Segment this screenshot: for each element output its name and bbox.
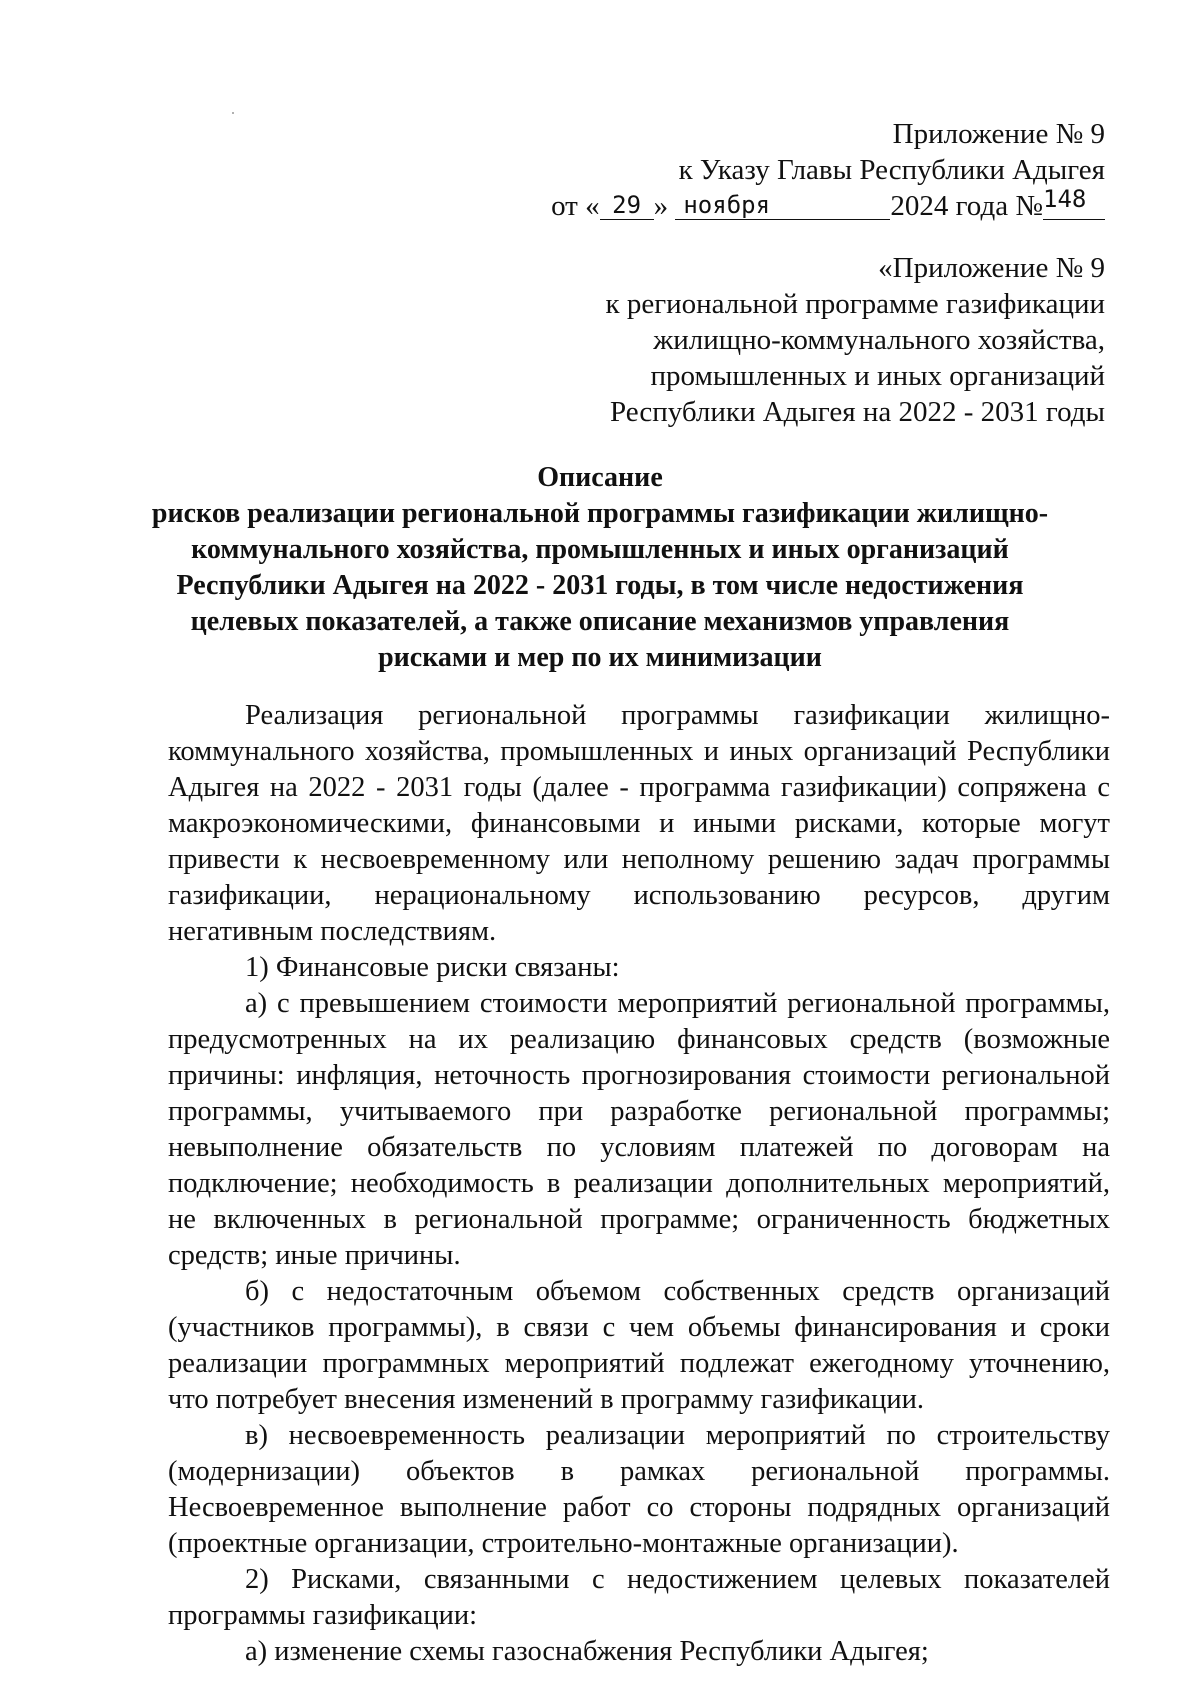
body-paragraph: 1) Финансовые риски связаны: xyxy=(245,952,620,983)
title-line: рисками и мер по их минимизации xyxy=(378,642,822,673)
decree-number-field xyxy=(1043,185,1105,220)
body-paragraph: в) несвоевременность реализации мероприятий по строительству (модернизации) объектов в рамках региональной программы. Несвоевременное выполнение работ со стороны подрядных организаций (проектные организации, строительно-монтажные организации). xyxy=(168,1420,1110,1559)
program-appendix-line: к региональной программе газификации xyxy=(605,288,1105,320)
body-paragraph: Реализация региональной программы газификации жилищно-коммунального хозяйства, промышленных и иных организаций Республики Адыгея на 2022 - 2031 годы (далее - программа газификации) сопряжена с макроэкономическими, финансовыми и иными рисками, которые могут привести к несвоевременному или неполному решению задач программы газификации, нерациональному использованию ресурсов, другим негативным последствиям. xyxy=(168,700,1110,947)
decree-date-line xyxy=(495,185,1105,224)
decree-appendix-header xyxy=(495,116,1105,224)
title-line: коммунального хозяйства, промышленных и иных организаций xyxy=(191,534,1009,565)
program-appendix-line: Республики Адыгея на 2022 - 2031 годы xyxy=(609,396,1105,428)
decree-reference-line: к Указу Главы Республики Адыгея xyxy=(678,154,1105,186)
program-appendix-line: «Приложение № 9 xyxy=(878,252,1105,284)
decree-year-text: 2024 года № xyxy=(890,190,1043,222)
appendix-number-line: Приложение № 9 xyxy=(892,118,1105,150)
body-paragraph: 2) Рисками, связанными с недостижением целевых показателей программы газификации: xyxy=(168,1564,1110,1631)
date-prefix: от « xyxy=(551,190,600,222)
body-paragraph: б) с недостаточным объемом собственных средств организаций (участников программы), в связи с чем объемы финансирования и сроки реализации программных мероприятий подлежат ежегодному уточнению, что потребует внесения изменений в программу газификации. xyxy=(168,1276,1110,1415)
body-paragraph: а) с превышением стоимости мероприятий региональной программы, предусмотренных на их реализацию финансовых средств (возможные причины: инфляция, неточность прогнозирования стоимости региональной программы, учитываемого при разработке региональной программы; невыполнение обязательств по условиям платежей по договорам на подключение; необходимость в реализации дополнительных мероприятий, не включенных в региональной программе; ограниченность бюджетных средств; иные причины. xyxy=(168,988,1110,1271)
title-line: Республики Адыгея на 2022 - 2031 годы, в том числе недостижения xyxy=(176,570,1024,601)
decree-number-value: 148 xyxy=(1043,185,1087,213)
document-body xyxy=(168,698,1110,1670)
title-heading: Описание xyxy=(537,462,663,493)
scan-speck xyxy=(232,112,234,114)
title-line: рисков реализации региональной программы газификации жилищно- xyxy=(151,498,1049,529)
date-quote-close: » xyxy=(653,190,669,222)
program-appendix-line: промышленных и иных организаций xyxy=(650,360,1105,392)
program-appendix-header xyxy=(495,250,1105,430)
body-paragraph: а) изменение схемы газоснабжения Республики Адыгея; xyxy=(245,1636,929,1667)
decree-day-field: 29 xyxy=(600,191,654,220)
program-appendix-line: жилищно-коммунального хозяйства, xyxy=(653,324,1105,356)
title-line: целевых показателей, а также описание механизмов управления xyxy=(190,606,1010,637)
decree-month-field: ноября xyxy=(675,191,890,220)
document-title xyxy=(150,460,1050,676)
